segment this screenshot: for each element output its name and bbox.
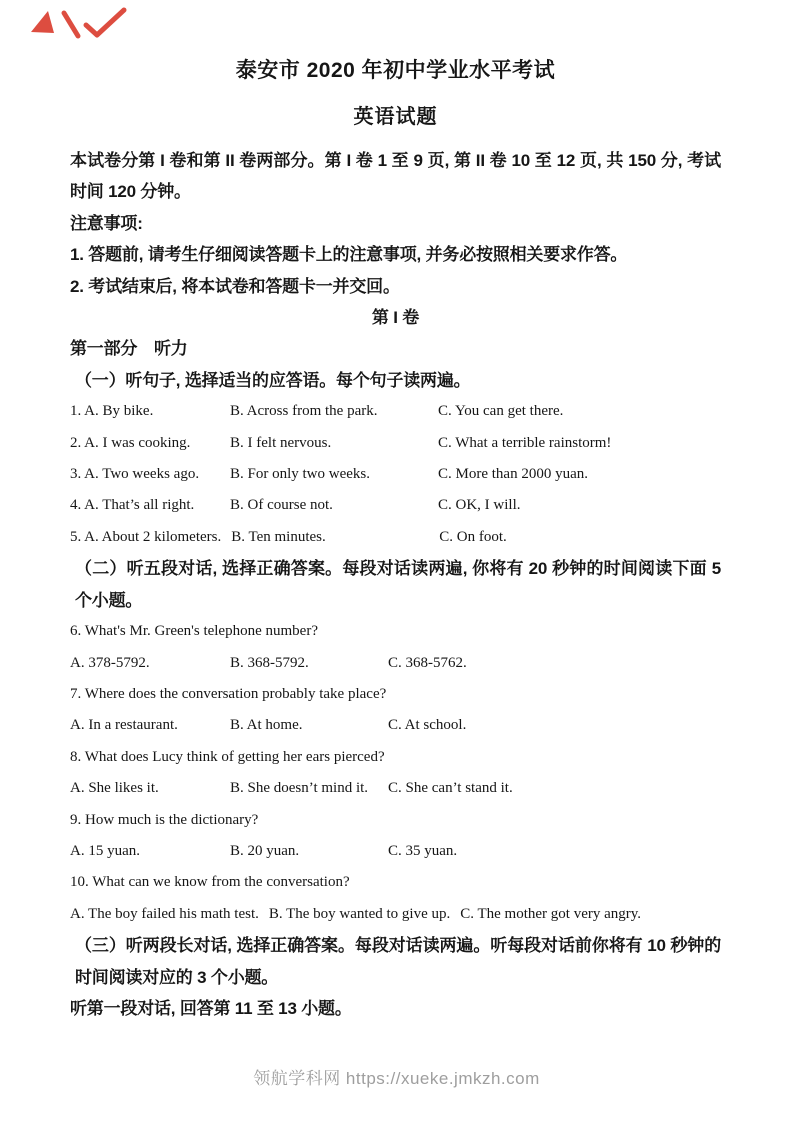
option-a: 5. A. About 2 kilometers. xyxy=(70,528,222,545)
section3-heading: （三）听两段长对话, 选择正确答案。每段对话读两遍。听每段对话前你将有 10 秒钟的时间阅读对应的 3 个小题。 xyxy=(75,936,721,987)
question-7: 7. Where does the conversation probably take place? xyxy=(70,685,387,702)
listening-item-3 xyxy=(70,459,721,490)
note-item-1: 1. 答题前, 请考生仔细阅读答题卡上的注意事项, 并务必按照相关要求作答。 xyxy=(70,245,628,265)
option-c: C. 368-5762. xyxy=(388,654,467,671)
document-lines xyxy=(70,145,721,1024)
option-a: 3. A. Two weeks ago. xyxy=(70,466,200,483)
part1-heading: 第一部分 听力 xyxy=(70,339,188,359)
volume-heading: 第 I 卷 xyxy=(371,308,420,328)
option-c: C. More than 2000 yuan. xyxy=(438,466,588,483)
question-10: 10. What can we know from the conversation? xyxy=(70,874,350,891)
listening-item-2 xyxy=(70,428,721,459)
section2-heading: （二）听五段对话, 选择正确答案。每段对话读两遍, 你将有 20 秒钟的时间阅读下面 5 个小题。 xyxy=(75,559,721,610)
option-c: C. She can’t stand it. xyxy=(388,780,513,797)
question-6-options xyxy=(70,648,721,679)
option-c: C. OK, I will. xyxy=(438,497,521,514)
option-a: A. In a restaurant. xyxy=(70,717,178,734)
intro-paragraph: 本试卷分第 I 卷和第 II 卷两部分。第 I 卷 1 至 9 页, 第 II 卷 10 至 12 页, 共 150 分, 考试时间 120 分钟。 xyxy=(70,151,721,202)
note-item-2: 2. 考试结束后, 将本试卷和答题卡一并交回。 xyxy=(70,276,400,296)
footer-watermark: 领航学科网 https://xueke.jmkzh.com xyxy=(253,1069,540,1088)
notes-heading: 注意事项: xyxy=(70,213,143,233)
section3-subheading: 听第一段对话, 回答第 11 至 13 小题。 xyxy=(70,998,352,1018)
option-c: C. On foot. xyxy=(439,528,507,545)
option-b: B. She doesn’t mind it. xyxy=(230,780,369,797)
option-b: B. Ten minutes. xyxy=(231,528,326,545)
option-a: A. The boy failed his math test. xyxy=(70,905,259,922)
option-b: B. For only two weeks. xyxy=(230,466,370,483)
option-b: B. 20 yuan. xyxy=(230,842,300,859)
listening-item-5 xyxy=(70,522,721,553)
option-b: B. 368-5792. xyxy=(230,654,309,671)
option-a: A. 378-5792. xyxy=(70,654,150,671)
option-b: B. Across from the park. xyxy=(230,403,378,420)
section1-heading: （一）听句子, 选择适当的应答语。每个句子读两遍。 xyxy=(75,370,471,390)
question-10-options xyxy=(70,899,721,930)
question-9-options xyxy=(70,836,721,867)
option-b: B. I felt nervous. xyxy=(230,434,332,451)
question-6: 6. What's Mr. Green's telephone number? xyxy=(70,623,318,640)
question-7-options xyxy=(70,710,721,741)
option-a: 2. A. I was cooking. xyxy=(70,434,191,451)
option-a: 1. A. By bike. xyxy=(70,403,154,420)
option-c: C. 35 yuan. xyxy=(388,842,458,859)
option-b: B. Of course not. xyxy=(230,497,333,514)
option-c: C. The mother got very angry. xyxy=(460,905,642,922)
option-b: B. At home. xyxy=(230,717,303,734)
option-b: B. The boy wanted to give up. xyxy=(268,905,451,922)
question-8-options xyxy=(70,773,721,804)
doc-subtitle: 英语试题 xyxy=(353,106,438,128)
option-a: 4. A. That’s all right. xyxy=(70,497,195,514)
doc-title: 泰安市 2020 年初中学业水平考试 xyxy=(235,59,556,82)
option-c: C. What a terrible rainstorm! xyxy=(438,434,612,451)
option-a: A. 15 yuan. xyxy=(70,842,140,859)
option-a: A. She likes it. xyxy=(70,780,159,797)
option-c: C. At school. xyxy=(388,717,467,734)
option-c: C. You can get there. xyxy=(438,403,564,420)
question-8: 8. What does Lucy think of getting her ears pierced? xyxy=(70,748,385,765)
listening-item-4 xyxy=(70,490,721,521)
red-pen-marks-icon xyxy=(28,6,130,44)
question-9: 9. How much is the dictionary? xyxy=(70,811,259,828)
listening-item-1 xyxy=(70,396,721,427)
